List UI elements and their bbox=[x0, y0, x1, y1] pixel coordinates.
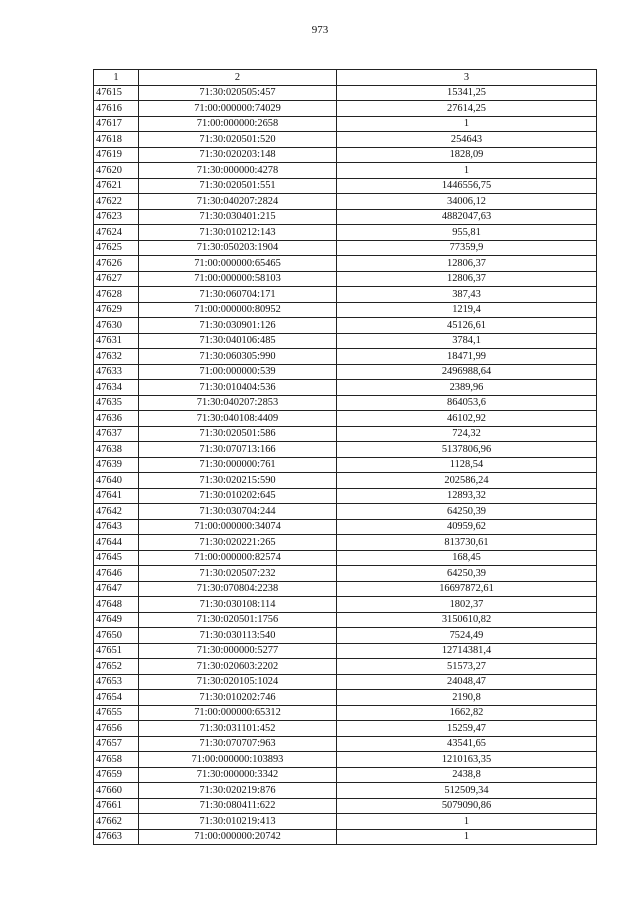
cadastral-number-cell: 71:30:020219:876 bbox=[139, 783, 337, 799]
value-cell: 16697872,61 bbox=[337, 581, 597, 597]
cadastral-number-cell: 71:30:000000:5277 bbox=[139, 643, 337, 659]
cadastral-number-cell: 71:00:000000:58103 bbox=[139, 271, 337, 287]
cadastral-number-cell: 71:30:020215:590 bbox=[139, 473, 337, 489]
value-cell: 955,81 bbox=[337, 225, 597, 241]
cadastral-number-cell: 71:30:010202:746 bbox=[139, 690, 337, 706]
table-row bbox=[94, 364, 597, 380]
cadastral-number-cell: 71:00:000000:65465 bbox=[139, 256, 337, 272]
value-cell: 64250,39 bbox=[337, 566, 597, 582]
row-number-cell: 47660 bbox=[94, 783, 139, 799]
table-row bbox=[94, 380, 597, 396]
row-number-cell: 47643 bbox=[94, 519, 139, 535]
row-number-cell: 47651 bbox=[94, 643, 139, 659]
table-row bbox=[94, 488, 597, 504]
value-cell: 77359,9 bbox=[337, 240, 597, 256]
row-number-cell: 47619 bbox=[94, 147, 139, 163]
table-row bbox=[94, 225, 597, 241]
row-number-cell: 47617 bbox=[94, 116, 139, 132]
row-number-cell: 47648 bbox=[94, 597, 139, 613]
table-row bbox=[94, 798, 597, 814]
row-number-cell: 47616 bbox=[94, 101, 139, 117]
row-number-cell: 47654 bbox=[94, 690, 139, 706]
row-number-cell: 47655 bbox=[94, 705, 139, 721]
value-cell: 1828,09 bbox=[337, 147, 597, 163]
cadastral-number-cell: 71:00:000000:74029 bbox=[139, 101, 337, 117]
value-cell: 3784,1 bbox=[337, 333, 597, 349]
cadastral-number-cell: 71:00:000000:2658 bbox=[139, 116, 337, 132]
cadastral-number-cell: 71:00:000000:103893 bbox=[139, 752, 337, 768]
table-row bbox=[94, 690, 597, 706]
header-cell-column-1: 1 bbox=[94, 70, 139, 86]
cadastral-number-cell: 71:00:000000:65312 bbox=[139, 705, 337, 721]
table-row bbox=[94, 209, 597, 225]
row-number-cell: 47647 bbox=[94, 581, 139, 597]
table-row bbox=[94, 814, 597, 830]
cadastral-number-cell: 71:30:030401:215 bbox=[139, 209, 337, 225]
value-cell: 40959,62 bbox=[337, 519, 597, 535]
row-number-cell: 47624 bbox=[94, 225, 139, 241]
row-number-cell: 47662 bbox=[94, 814, 139, 830]
table-row bbox=[94, 349, 597, 365]
row-number-cell: 47621 bbox=[94, 178, 139, 194]
row-number-cell: 47631 bbox=[94, 333, 139, 349]
value-cell: 2190,8 bbox=[337, 690, 597, 706]
cadastral-number-cell: 71:30:000000:3342 bbox=[139, 767, 337, 783]
value-cell: 202586,24 bbox=[337, 473, 597, 489]
value-cell: 24048,47 bbox=[337, 674, 597, 690]
row-number-cell: 47650 bbox=[94, 628, 139, 644]
value-cell: 3150610,82 bbox=[337, 612, 597, 628]
row-number-cell: 47632 bbox=[94, 349, 139, 365]
table-row bbox=[94, 504, 597, 520]
cadastral-number-cell: 71:30:000000:4278 bbox=[139, 163, 337, 179]
table-header-row bbox=[94, 70, 597, 86]
cadastral-number-cell: 71:30:040108:4409 bbox=[139, 411, 337, 427]
row-number-cell: 47639 bbox=[94, 457, 139, 473]
row-number-cell: 47638 bbox=[94, 442, 139, 458]
cadastral-number-cell: 71:30:060305:990 bbox=[139, 349, 337, 365]
table-row bbox=[94, 194, 597, 210]
row-number-cell: 47659 bbox=[94, 767, 139, 783]
table-row bbox=[94, 85, 597, 101]
cadastral-number-cell: 71:30:080411:622 bbox=[139, 798, 337, 814]
registry-table-body bbox=[94, 70, 597, 845]
table-row bbox=[94, 333, 597, 349]
value-cell: 12806,37 bbox=[337, 271, 597, 287]
cadastral-number-cell: 71:30:040207:2824 bbox=[139, 194, 337, 210]
row-number-cell: 47657 bbox=[94, 736, 139, 752]
value-cell: 45126,61 bbox=[337, 318, 597, 334]
cadastral-number-cell: 71:30:030108:114 bbox=[139, 597, 337, 613]
cadastral-number-cell: 71:00:000000:34074 bbox=[139, 519, 337, 535]
cadastral-number-cell: 71:30:000000:761 bbox=[139, 457, 337, 473]
table-row bbox=[94, 256, 597, 272]
cadastral-number-cell: 71:30:040207:2853 bbox=[139, 395, 337, 411]
table-row bbox=[94, 442, 597, 458]
row-number-cell: 47646 bbox=[94, 566, 139, 582]
row-number-cell: 47649 bbox=[94, 612, 139, 628]
row-number-cell: 47626 bbox=[94, 256, 139, 272]
row-number-cell: 47615 bbox=[94, 85, 139, 101]
value-cell: 864053,6 bbox=[337, 395, 597, 411]
value-cell: 15259,47 bbox=[337, 721, 597, 737]
row-number-cell: 47636 bbox=[94, 411, 139, 427]
value-cell: 43541,65 bbox=[337, 736, 597, 752]
table-row bbox=[94, 643, 597, 659]
row-number-cell: 47661 bbox=[94, 798, 139, 814]
table-row bbox=[94, 132, 597, 148]
table-row bbox=[94, 287, 597, 303]
value-cell: 12714381,4 bbox=[337, 643, 597, 659]
cadastral-number-cell: 71:00:000000:80952 bbox=[139, 302, 337, 318]
row-number-cell: 47658 bbox=[94, 752, 139, 768]
cadastral-number-cell: 71:30:010212:143 bbox=[139, 225, 337, 241]
table-row bbox=[94, 147, 597, 163]
cadastral-number-cell: 71:30:020221:265 bbox=[139, 535, 337, 551]
cadastral-number-cell: 71:30:020501:1756 bbox=[139, 612, 337, 628]
table-row bbox=[94, 550, 597, 566]
value-cell: 7524,49 bbox=[337, 628, 597, 644]
row-number-cell: 47622 bbox=[94, 194, 139, 210]
cadastral-number-cell: 71:30:070707:963 bbox=[139, 736, 337, 752]
row-number-cell: 47627 bbox=[94, 271, 139, 287]
value-cell: 12893,32 bbox=[337, 488, 597, 504]
value-cell: 724,32 bbox=[337, 426, 597, 442]
cadastral-number-cell: 71:30:030901:126 bbox=[139, 318, 337, 334]
table-row bbox=[94, 426, 597, 442]
table-row bbox=[94, 178, 597, 194]
table-row bbox=[94, 318, 597, 334]
table-row bbox=[94, 736, 597, 752]
value-cell: 1446556,75 bbox=[337, 178, 597, 194]
value-cell: 2496988,64 bbox=[337, 364, 597, 380]
value-cell: 46102,92 bbox=[337, 411, 597, 427]
cadastral-number-cell: 71:30:030704:244 bbox=[139, 504, 337, 520]
page-number: 973 bbox=[311, 24, 329, 36]
value-cell: 15341,25 bbox=[337, 85, 597, 101]
value-cell: 64250,39 bbox=[337, 504, 597, 520]
table-row bbox=[94, 101, 597, 117]
row-number-cell: 47656 bbox=[94, 721, 139, 737]
cadastral-number-cell: 71:30:020203:148 bbox=[139, 147, 337, 163]
value-cell: 1 bbox=[337, 814, 597, 830]
cadastral-number-cell: 71:30:031101:452 bbox=[139, 721, 337, 737]
value-cell: 5079090,86 bbox=[337, 798, 597, 814]
value-cell: 1128,54 bbox=[337, 457, 597, 473]
cadastral-number-cell: 71:30:060704:171 bbox=[139, 287, 337, 303]
table-row bbox=[94, 829, 597, 845]
value-cell: 1210163,35 bbox=[337, 752, 597, 768]
table-row bbox=[94, 674, 597, 690]
registry-table bbox=[93, 69, 597, 845]
table-row bbox=[94, 597, 597, 613]
row-number-cell: 47628 bbox=[94, 287, 139, 303]
table-row bbox=[94, 395, 597, 411]
value-cell: 34006,12 bbox=[337, 194, 597, 210]
cadastral-number-cell: 71:00:000000:20742 bbox=[139, 829, 337, 845]
value-cell: 1 bbox=[337, 829, 597, 845]
cadastral-number-cell: 71:00:000000:82574 bbox=[139, 550, 337, 566]
row-number-cell: 47644 bbox=[94, 535, 139, 551]
value-cell: 1662,82 bbox=[337, 705, 597, 721]
table-row bbox=[94, 628, 597, 644]
table-row bbox=[94, 535, 597, 551]
row-number-cell: 47618 bbox=[94, 132, 139, 148]
table-row bbox=[94, 566, 597, 582]
cadastral-number-cell: 71:30:020105:1024 bbox=[139, 674, 337, 690]
value-cell: 1219,4 bbox=[337, 302, 597, 318]
row-number-cell: 47645 bbox=[94, 550, 139, 566]
value-cell: 4882047,63 bbox=[337, 209, 597, 225]
row-number-cell: 47620 bbox=[94, 163, 139, 179]
cadastral-number-cell: 71:30:020501:586 bbox=[139, 426, 337, 442]
row-number-cell: 47635 bbox=[94, 395, 139, 411]
cadastral-number-cell: 71:30:020507:232 bbox=[139, 566, 337, 582]
table-row bbox=[94, 752, 597, 768]
table-row bbox=[94, 271, 597, 287]
table-row bbox=[94, 721, 597, 737]
table-row bbox=[94, 411, 597, 427]
cadastral-number-cell: 71:30:070713:166 bbox=[139, 442, 337, 458]
cadastral-number-cell: 71:30:050203:1904 bbox=[139, 240, 337, 256]
value-cell: 18471,99 bbox=[337, 349, 597, 365]
value-cell: 168,45 bbox=[337, 550, 597, 566]
row-number-cell: 47623 bbox=[94, 209, 139, 225]
value-cell: 1 bbox=[337, 163, 597, 179]
table-row bbox=[94, 116, 597, 132]
value-cell: 5137806,96 bbox=[337, 442, 597, 458]
header-cell-column-2: 2 bbox=[139, 70, 337, 86]
cadastral-number-cell: 71:30:020505:457 bbox=[139, 85, 337, 101]
cadastral-number-cell: 71:30:040106:485 bbox=[139, 333, 337, 349]
header-cell-column-3: 3 bbox=[337, 70, 597, 86]
cadastral-number-cell: 71:30:070804:2238 bbox=[139, 581, 337, 597]
row-number-cell: 47653 bbox=[94, 674, 139, 690]
row-number-cell: 47637 bbox=[94, 426, 139, 442]
row-number-cell: 47625 bbox=[94, 240, 139, 256]
table-row bbox=[94, 240, 597, 256]
table-row bbox=[94, 783, 597, 799]
value-cell: 512509,34 bbox=[337, 783, 597, 799]
cadastral-number-cell: 71:30:010404:536 bbox=[139, 380, 337, 396]
value-cell: 1 bbox=[337, 116, 597, 132]
table-row bbox=[94, 705, 597, 721]
cadastral-number-cell: 71:30:010202:645 bbox=[139, 488, 337, 504]
cadastral-number-cell: 71:00:000000:539 bbox=[139, 364, 337, 380]
table-row bbox=[94, 302, 597, 318]
value-cell: 12806,37 bbox=[337, 256, 597, 272]
row-number-cell: 47629 bbox=[94, 302, 139, 318]
cadastral-number-cell: 71:30:030113:540 bbox=[139, 628, 337, 644]
value-cell: 387,43 bbox=[337, 287, 597, 303]
value-cell: 813730,61 bbox=[337, 535, 597, 551]
row-number-cell: 47633 bbox=[94, 364, 139, 380]
table-row bbox=[94, 457, 597, 473]
value-cell: 254643 bbox=[337, 132, 597, 148]
table-row bbox=[94, 473, 597, 489]
row-number-cell: 47630 bbox=[94, 318, 139, 334]
cadastral-number-cell: 71:30:010219:413 bbox=[139, 814, 337, 830]
table-row bbox=[94, 163, 597, 179]
value-cell: 27614,25 bbox=[337, 101, 597, 117]
value-cell: 1802,37 bbox=[337, 597, 597, 613]
table-row bbox=[94, 519, 597, 535]
cadastral-number-cell: 71:30:020501:520 bbox=[139, 132, 337, 148]
value-cell: 2438,8 bbox=[337, 767, 597, 783]
cadastral-number-cell: 71:30:020603:2202 bbox=[139, 659, 337, 675]
row-number-cell: 47640 bbox=[94, 473, 139, 489]
table-row bbox=[94, 767, 597, 783]
cadastral-number-cell: 71:30:020501:551 bbox=[139, 178, 337, 194]
row-number-cell: 47641 bbox=[94, 488, 139, 504]
row-number-cell: 47642 bbox=[94, 504, 139, 520]
row-number-cell: 47634 bbox=[94, 380, 139, 396]
value-cell: 51573,27 bbox=[337, 659, 597, 675]
row-number-cell: 47652 bbox=[94, 659, 139, 675]
row-number-cell: 47663 bbox=[94, 829, 139, 845]
value-cell: 2389,96 bbox=[337, 380, 597, 396]
table-row bbox=[94, 659, 597, 675]
table-row bbox=[94, 612, 597, 628]
table-row bbox=[94, 581, 597, 597]
